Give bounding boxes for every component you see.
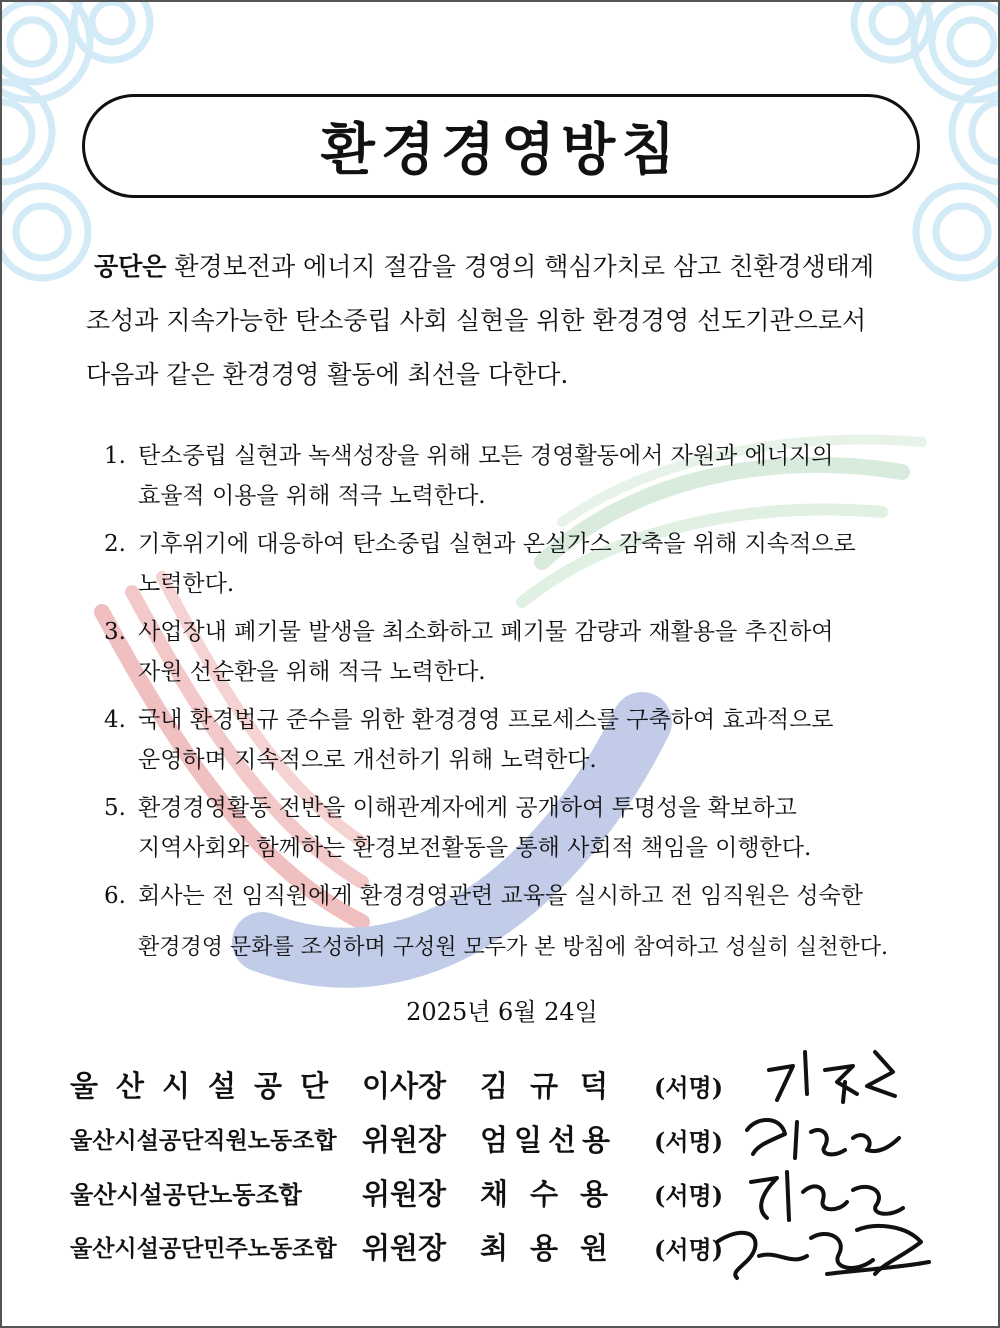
list-item (104, 788, 964, 868)
item-line: 노력한다. (138, 571, 235, 597)
signatory-name: 김규덕 (480, 1069, 631, 1103)
signatory-org: 울산시설공단 (70, 1069, 347, 1103)
signatory-row (70, 1226, 750, 1276)
document-date: 2025년 6월 24일 (406, 998, 598, 1026)
item-line: 기후위기에 대응하여 탄소중립 실현과 온실가스 감축을 위해 지속적으로 (138, 531, 856, 557)
item-line: 자원 선순환을 위해 적극 노력한다. (138, 659, 486, 685)
signatory-org: 울산시설공단직원노동조합 (70, 1128, 337, 1154)
signatory-name: 채수용 (480, 1177, 631, 1211)
item-line: 탄소중립 실현과 녹색성장을 위해 모든 경영활동에서 자원과 에너지의 (138, 443, 834, 469)
item-line: 회사는 전 임직원에게 환경경영관련 교육을 실시하고 전 임직원은 성숙한 (138, 883, 864, 909)
list-item (104, 876, 964, 968)
signature-2 (747, 1120, 899, 1158)
intro-line-2: 조성과 지속가능한 탄소중립 사회 실현을 위한 환경경영 선도기관으로서 (86, 306, 867, 335)
signatory-title: 위원장 (362, 1177, 447, 1211)
intro-line-3: 다음과 같은 환경경영 활동에 최선을 다한다. (86, 360, 569, 389)
item-number: 2. (104, 531, 126, 557)
item-line: 환경경영활동 전반을 이해관계자에게 공개하여 투명성을 확보하고 (138, 795, 797, 821)
item-line: 효율적 이용을 위해 적극 노력한다. (138, 483, 486, 509)
sign-mark: (서명) (654, 1181, 724, 1210)
list-item (104, 612, 964, 692)
intro-line-text: 환경보전과 에너지 절감을 경영의 핵심가치로 삼고 친환경생태계 (174, 252, 875, 281)
sign-mark: (서명) (654, 1127, 724, 1156)
intro-line-1 (86, 240, 946, 294)
item-line: 환경경영 문화를 조성하며 구성원 모두가 본 방침에 참여하고 성실히 실천한다. (138, 935, 888, 960)
item-number: 3. (104, 619, 126, 645)
signatory-row (70, 1118, 750, 1168)
list-item (104, 436, 964, 516)
item-number: 6. (104, 883, 126, 909)
signatory-org: 울산시설공단노동조합 (70, 1181, 302, 1209)
signature-3 (751, 1172, 903, 1220)
sign-mark: (서명) (654, 1235, 724, 1264)
item-line: 운영하며 지속적으로 개선하기 위해 노력한다. (138, 747, 597, 773)
sign-mark: (서명) (654, 1073, 724, 1102)
signatory-row (70, 1172, 750, 1222)
list-item (104, 524, 964, 604)
signatory-name: 엄일선용 (480, 1123, 617, 1157)
signatory-org: 울산시설공단민주노동조합 (70, 1236, 337, 1262)
item-number: 1. (104, 443, 126, 469)
handwritten-signatures (707, 1042, 937, 1282)
intro-paragraph (86, 240, 946, 402)
policy-list (104, 436, 964, 976)
item-number: 5. (104, 795, 126, 821)
page-title: 환경경영방침 (320, 118, 682, 183)
signatory-title: 위원장 (362, 1123, 447, 1157)
signatory-row (70, 1064, 750, 1114)
signature-4 (717, 1226, 929, 1278)
item-line: 사업장내 폐기물 발생을 최소화하고 폐기물 감량과 재활용을 추진하여 (138, 619, 834, 645)
signatory-name: 최용원 (480, 1231, 631, 1265)
list-item (104, 700, 964, 780)
item-number: 4. (104, 707, 126, 733)
signature-1 (769, 1052, 895, 1102)
signatory-title: 이사장 (362, 1069, 447, 1103)
item-line: 국내 환경법규 준수를 위한 환경경영 프로세스를 구축하여 효과적으로 (138, 707, 834, 733)
intro-lead: 공단은 (93, 252, 167, 281)
signatory-title: 위원장 (362, 1231, 447, 1265)
title-box (82, 94, 920, 198)
item-line: 지역사회와 함께하는 환경보전활동을 통해 사회적 책임을 이행한다. (138, 835, 812, 861)
